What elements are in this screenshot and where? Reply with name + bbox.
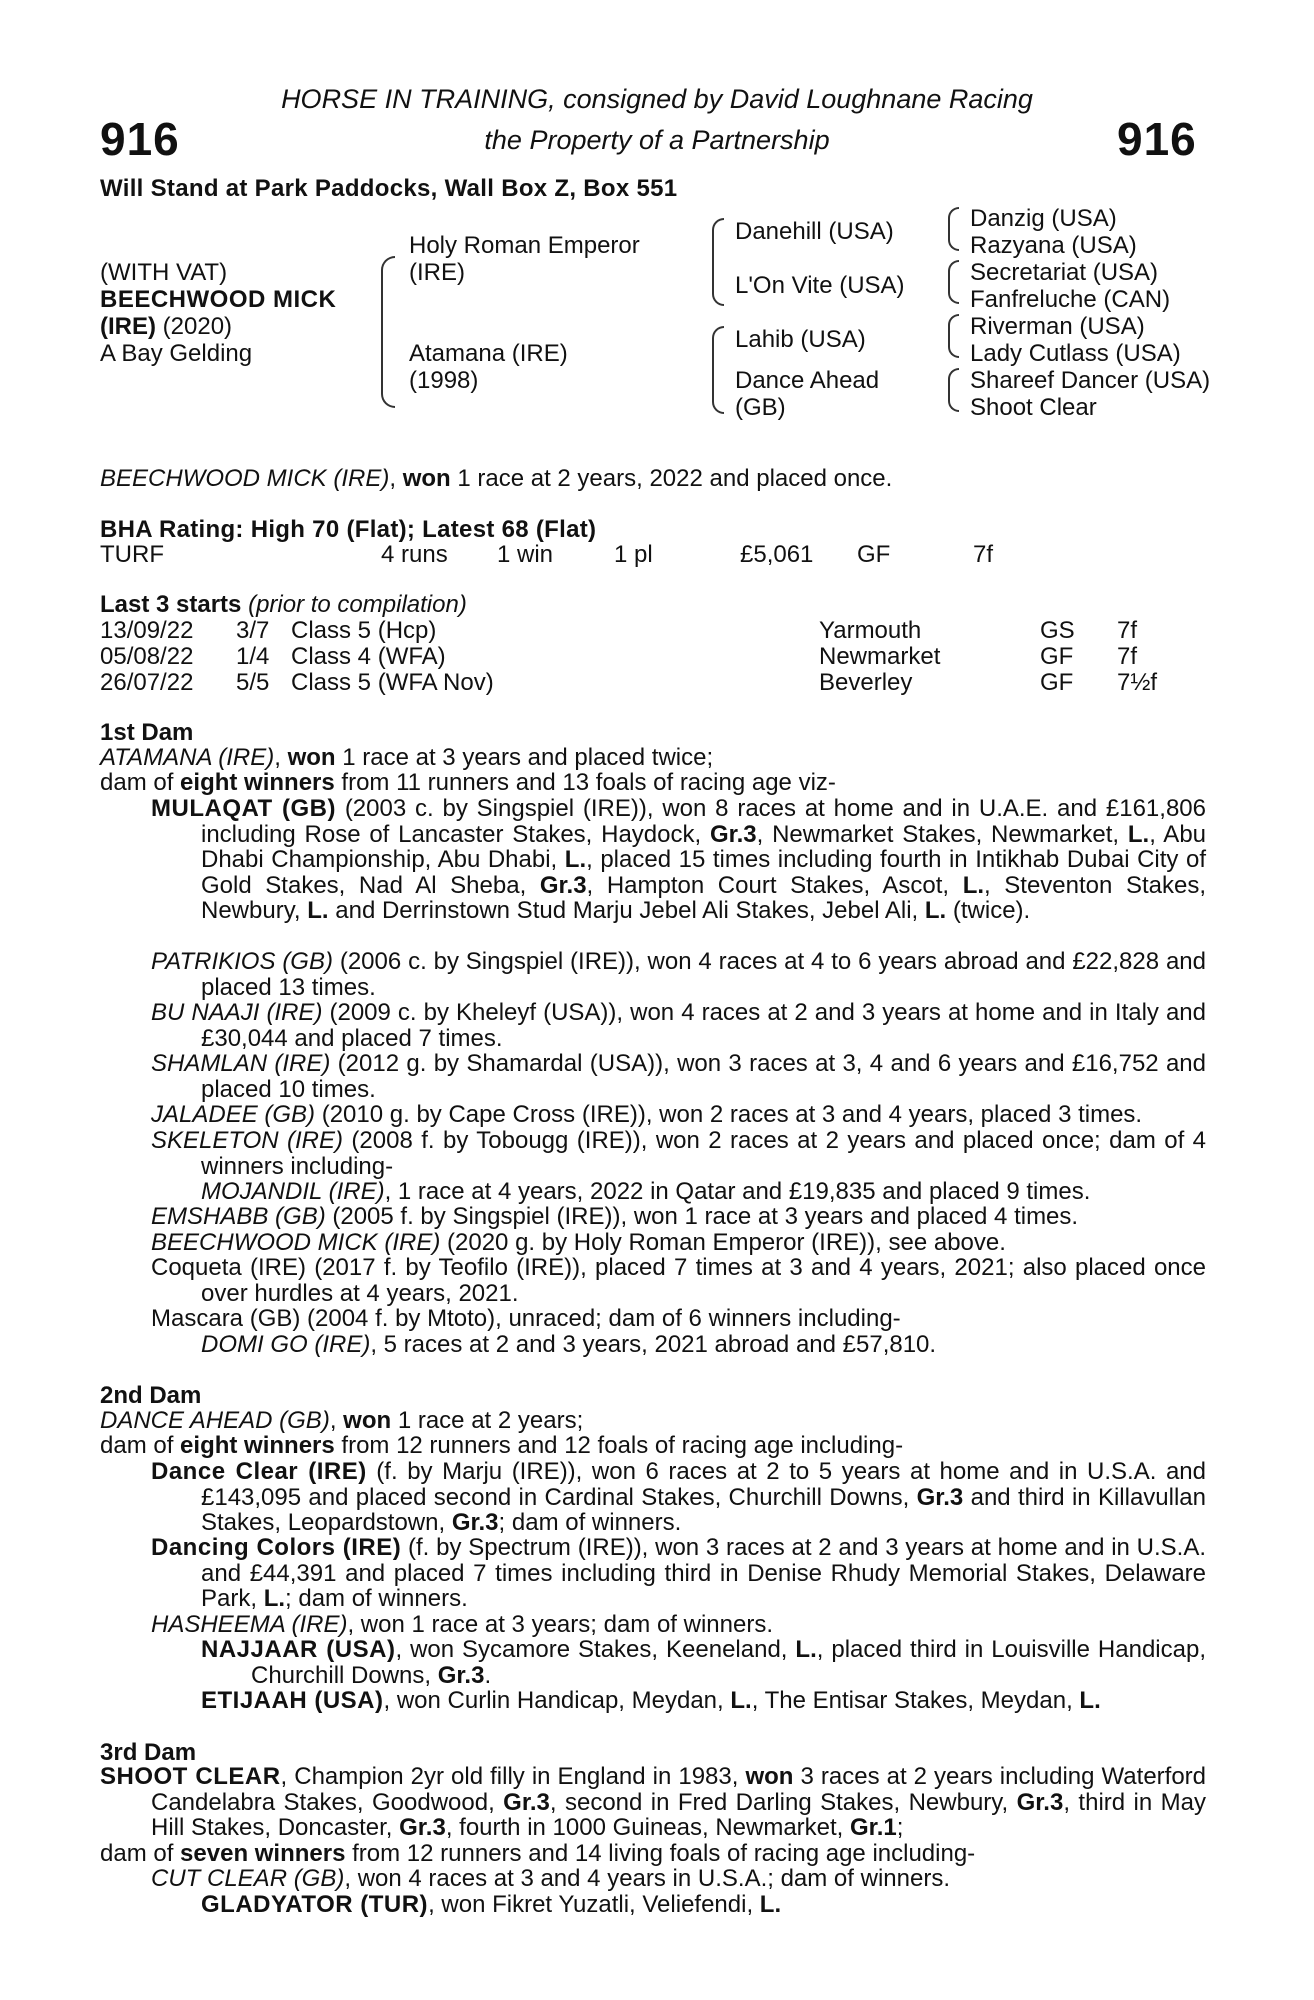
lot-number-left: 916	[100, 113, 180, 165]
start-class: Class 4 (WFA)	[291, 643, 446, 670]
rating-placed: 1 pl	[614, 541, 653, 568]
horse-description: A Bay Gelding	[100, 340, 253, 367]
pedigree-bracket-dd	[948, 368, 959, 412]
start-going: GF	[1040, 669, 1074, 696]
start-distance: 7f	[1117, 617, 1138, 644]
progeny-patrikios: PATRIKIOS (GB) (2006 c. by Singspiel (IRE)), won 4 races at 4 to 6 years abroad and £22,828 and placed 13 times.	[151, 948, 1206, 1001]
sire-country: (IRE)	[409, 259, 465, 286]
grandprogeny-najjaar: NAJJAAR (USA), won Sycamore Stakes, Keeneland, L., placed third in Louisville Handicap, Churchill Downs, Gr.3.	[201, 1636, 1206, 1689]
first-dam-produce: dam of eight winners from 11 runners and 13 foals of racing age viz-	[100, 769, 836, 796]
progeny-mascara: Mascara (GB) (2004 f. by Mtoto), unraced; dam of 6 winners including-	[151, 1305, 901, 1332]
third-dam-shoot-clear: SHOOT CLEAR, Champion 2yr old filly in England in 1983, won 3 races at 2 years including Waterford Candelabra Stakes, Goodwood, Gr.3, second in Fred Darling Stakes, Newbury, Gr.3, third in May Hill Stakes, Doncaster, Gr.3, fourth in 1000 Guineas, Newmarket, Gr.1;	[100, 1763, 1207, 1842]
progeny-shamlan: SHAMLAN (IRE) (2012 g. by Shamardal (USA)), won 3 races at 3, 4 and 6 years and £16,752 and placed 10 times.	[151, 1050, 1207, 1103]
second-dam-heading: 2nd Dam	[100, 1382, 202, 1409]
rating-wins: 1 win	[497, 541, 554, 568]
stand-location: Will Stand at Park Paddocks, Wall Box Z, Box 551	[100, 175, 678, 202]
progeny-hasheema: HASHEEMA (IRE), won 1 race at 3 years; dam of winners.	[151, 1611, 773, 1638]
pedigree-bracket-sd	[948, 260, 959, 304]
great-grandsire-4: Shareef Dancer (USA)	[970, 367, 1211, 394]
progeny-jaladee: JALADEE (GB) (2010 g. by Cape Cross (IRE)), won 2 races at 3 and 4 years, placed 3 times.	[151, 1101, 1143, 1128]
first-dam-heading: 1st Dam	[100, 719, 194, 746]
dam-sire: Lahib (USA)	[735, 326, 866, 353]
progeny-mulaqat: MULAQAT (GB) (2003 c. by Singspiel (IRE)), won 8 races at home and in U.A.E. and £161,806 including Rose of Lancaster Stakes, Haydock, Gr.3, Newmarket Stakes, Newmarket, L., Abu Dhabi Championship, Abu Dhabi, L., placed 15 times including fourth in Intikhab Dubai City of Gold Stakes, Nad Al Sheba, Gr.3, Hampton Court Stakes, Ascot, L., Steventon Stakes, Newbury, L. and Derrinstown Stud Marju Jebel Ali Stakes, Jebel Ali, L. (twice).	[151, 795, 1207, 925]
property-line: the Property of a Partnership	[484, 125, 830, 155]
progeny-emshabb: EMSHABB (GB) (2005 f. by Singspiel (IRE)), won 1 race at 3 years and placed 4 times.	[151, 1203, 1079, 1230]
rating-going: GF	[857, 541, 891, 568]
start-distance: 7½f	[1117, 669, 1158, 696]
start-position: 3/7	[236, 617, 270, 644]
summary-rest: 1 race at 2 years, 2022 and placed once.	[457, 465, 893, 492]
start-course: Newmarket	[819, 643, 941, 670]
third-dam-produce: dam of seven winners from 12 runners and 14 living foals of racing age including-	[100, 1840, 976, 1867]
great-grandsire-1: Danzig (USA)	[970, 205, 1117, 232]
sire-name: Holy Roman Emperor	[409, 232, 640, 259]
rating-distance: 7f	[973, 541, 994, 568]
second-dam-produce: dam of eight winners from 12 runners and 12 foals of racing age including-	[100, 1432, 904, 1459]
start-position: 1/4	[236, 643, 270, 670]
progeny-bu-naaji: BU NAAJI (IRE) (2009 c. by Kheleyf (USA)), won 4 races at 2 and 3 years at home and in Italy and £30,044 and placed 7 times.	[151, 999, 1207, 1052]
great-grandsire-2: Secretariat (USA)	[970, 259, 1159, 286]
rating-surface: TURF	[100, 541, 164, 568]
progeny-dancing-colors: Dancing Colors (IRE) (f. by Spectrum (IRE)), won 3 races at 2 and 3 years at home and in U.S.A. and £44,391 and placed 7 times including third in Denise Rhudy Memorial Stakes, Delaware Park, L.; dam of winners.	[151, 1534, 1207, 1613]
dam-dam: Dance Ahead	[735, 367, 880, 394]
start-date: 05/08/22	[100, 643, 194, 670]
race-summary: BEECHWOOD MICK (IRE), won 1 race at 2 years, 2022 and placed once.	[100, 465, 893, 492]
lot-number-right: 916	[1117, 113, 1197, 165]
sire-dam: L'On Vite (USA)	[735, 272, 905, 299]
pedigree-bracket-dam	[712, 326, 724, 414]
last-starts-note: (prior to compilation)	[248, 591, 467, 618]
vat-note: (WITH VAT)	[100, 259, 228, 286]
summary-horse-name: BEECHWOOD MICK (IRE)	[100, 465, 390, 492]
great-granddam-4: Shoot Clear	[970, 394, 1097, 421]
rating-earnings: £5,061	[740, 541, 814, 568]
progeny-cut-clear: CUT CLEAR (GB), won 4 races at 3 and 4 years in U.S.A.; dam of winners.	[151, 1865, 950, 1892]
start-distance: 7f	[1117, 643, 1138, 670]
horse-country-year	[100, 313, 232, 340]
last-starts-title: Last 3 starts	[100, 591, 242, 618]
second-dam-record: DANCE AHEAD (GB), won 1 race at 2 years;	[100, 1407, 584, 1434]
start-course: Beverley	[819, 669, 913, 696]
grandprogeny-etijaah: ETIJAAH (USA), won Curlin Handicap, Meydan, L., The Entisar Stakes, Meydan, L.	[201, 1687, 1101, 1714]
start-date: 26/07/22	[100, 669, 194, 696]
great-granddam-2: Fanfreluche (CAN)	[970, 286, 1171, 313]
horse-country: (IRE)	[100, 313, 156, 340]
start-class: Class 5 (WFA Nov)	[291, 669, 494, 696]
horse-year: (2020)	[162, 313, 233, 340]
summary-won: won	[402, 465, 451, 492]
start-position: 5/5	[236, 669, 270, 696]
progeny-skeleton: SKELETON (IRE) (2008 f. by Tobougg (IRE)), won 2 races at 2 years and placed once; dam of 4 winners including-	[151, 1127, 1206, 1180]
third-dam-heading: 3rd Dam	[100, 1739, 197, 1766]
great-grandsire-3: Riverman (USA)	[970, 313, 1145, 340]
start-going: GF	[1040, 643, 1074, 670]
first-dam-record: ATAMANA (IRE), won 1 race at 3 years and placed twice;	[100, 744, 714, 771]
last-starts-header	[100, 591, 467, 619]
dam-year: (1998)	[409, 367, 479, 394]
great-granddam-3: Lady Cutlass (USA)	[970, 340, 1181, 367]
start-class: Class 5 (Hcp)	[291, 617, 437, 644]
start-course: Yarmouth	[819, 617, 922, 644]
great-granddam-1: Razyana (USA)	[970, 232, 1137, 259]
progeny-dance-clear: Dance Clear (IRE) (f. by Marju (IRE)), won 6 races at 2 to 5 years at home and in U.S.A. and £143,095 and placed second in Cardinal Stakes, Churchill Downs, Gr.3 and third in Killavullan Stakes, Leopardstown, Gr.3; dam of winners.	[151, 1458, 1207, 1537]
pedigree-bracket-sire	[712, 218, 724, 306]
dam-name: Atamana (IRE)	[409, 340, 568, 367]
progeny-beechwood-mick: BEECHWOOD MICK (IRE) (2020 g. by Holy Roman Emperor (IRE)), see above.	[151, 1229, 1006, 1256]
rating-runs: 4 runs	[381, 541, 448, 568]
pedigree-bracket-ds	[948, 314, 959, 358]
horse-name: BEECHWOOD MICK	[100, 286, 337, 313]
grandprogeny-domi-go: DOMI GO (IRE), 5 races at 2 and 3 years, 2021 abroad and £57,810.	[201, 1331, 937, 1358]
dam-dam-country: (GB)	[735, 394, 786, 421]
sire-sire: Danehill (USA)	[735, 218, 894, 245]
start-going: GS	[1040, 617, 1075, 644]
consignor-line: HORSE IN TRAINING, consigned by David Loughnane Racing	[281, 84, 1033, 114]
rating-title: BHA Rating: High 70 (Flat); Latest 68 (Flat)	[100, 516, 597, 543]
grandprogeny-mojandil: MOJANDIL (IRE), 1 race at 4 years, 2022 in Qatar and £19,835 and placed 9 times.	[201, 1178, 1091, 1205]
pedigree-bracket-main	[381, 256, 395, 408]
progeny-coqueta: Coqueta (IRE) (2017 f. by Teofilo (IRE)), placed 7 times at 3 and 4 years, 2021; also placed once over hurdles at 4 years, 2021.	[151, 1254, 1206, 1307]
start-date: 13/09/22	[100, 617, 194, 644]
grandprogeny-gladyator: GLADYATOR (TUR), won Fikret Yuzatli, Veliefendi, L.	[201, 1891, 782, 1918]
pedigree-bracket-ss	[948, 207, 959, 251]
